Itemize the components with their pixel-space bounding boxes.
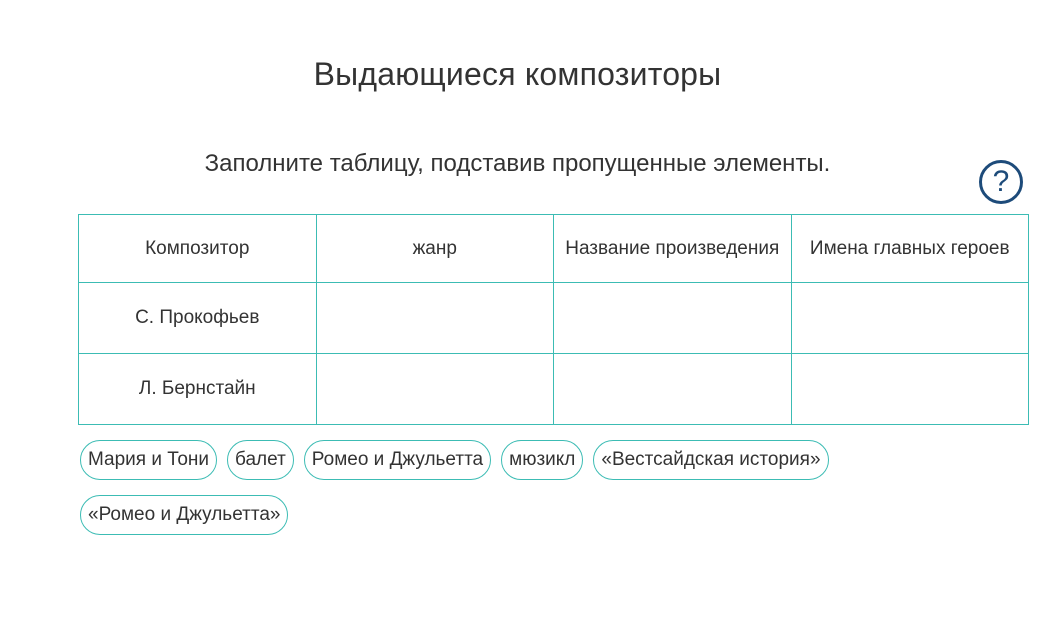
option-chip[interactable]: «Вестсайдская история»: [593, 440, 828, 480]
help-button[interactable]: [979, 160, 1023, 204]
answer-options: [80, 440, 980, 535]
answer-table: [78, 214, 1029, 425]
option-chip[interactable]: балет: [227, 440, 294, 480]
page-title: Выдающиеся композиторы: [313, 56, 722, 92]
heroes-drop-cell[interactable]: [791, 283, 1029, 354]
table-header-row: [79, 215, 1029, 283]
heroes-drop-cell[interactable]: [791, 354, 1029, 425]
work-drop-cell[interactable]: [554, 354, 792, 425]
task-instruction: Заполните таблицу, подставив пропущенные элементы.: [204, 150, 831, 177]
table-row: [79, 354, 1029, 425]
question-mark-icon: ?: [992, 165, 1010, 198]
header-composer: Композитор: [79, 215, 317, 283]
composer-cell: С. Прокофьев: [79, 283, 317, 354]
option-chip[interactable]: Мария и Тони: [80, 440, 217, 480]
header-main-heroes: Имена главных героев: [791, 215, 1029, 283]
option-chip[interactable]: мюзикл: [501, 440, 583, 480]
header-work-title: Название произведения: [554, 215, 792, 283]
option-chip[interactable]: «Ромео и Джульетта»: [80, 495, 288, 535]
genre-drop-cell[interactable]: [316, 354, 554, 425]
table-row: [79, 283, 1029, 354]
work-drop-cell[interactable]: [554, 283, 792, 354]
composer-cell: Л. Бернстайн: [79, 354, 317, 425]
option-chip[interactable]: Ромео и Джульетта: [304, 440, 491, 480]
header-genre: жанр: [316, 215, 554, 283]
genre-drop-cell[interactable]: [316, 283, 554, 354]
